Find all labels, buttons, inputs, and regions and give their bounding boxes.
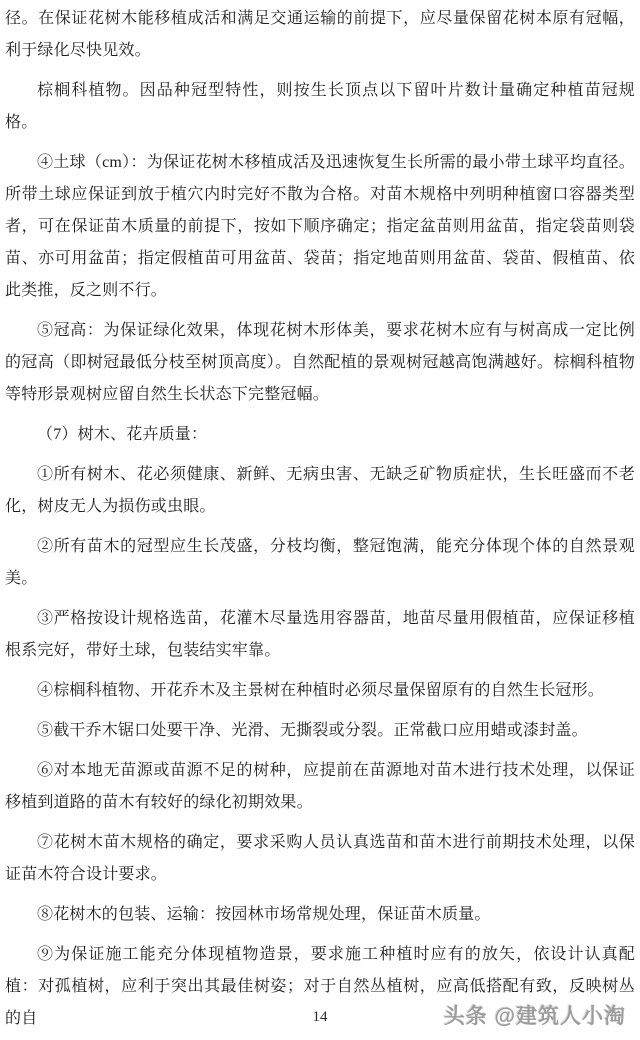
paragraph: ⑨为保证施工能充分体现植物造景，要求施工种植时应有的放矢，依设计认真配植：对孤植树，应利于突出其最佳树姿；对于自然丛植树，应高低搭配有致，反映树丛的自 [5,946,635,1027]
paragraph: ⑤截干乔木锯口处要干净、光滑、无撕裂或分裂。正常截口应用蜡或漆封盖。 [37,722,588,739]
paragraph-section-heading: （7）树木、花卉质量： [37,426,208,443]
paragraph: ⑧花树木的包装、运输：按园林市场常规处理，保证苗木质量。 [37,906,491,923]
paragraph: ⑦花树木苗木规格的确定，要求采购人员认真选苗和苗木进行前期技术处理，以保证苗木符合设计要求。 [5,834,635,883]
paragraph: ④棕榈科植物、开花乔木及主景树在种植时必须尽量保留原有的自然生长冠形。 [37,682,605,699]
page-number: 14 [312,1009,328,1025]
paragraph: 棕榈科植物。因品种冠型特性，则按生长顶点以下留叶片数计量确定种植苗冠规格。 [5,82,635,131]
paragraph: ③严格按设计规格选苗，花灌木尽量选用容器苗，地苗尽量用假植苗，应保证移植根系完好，带好土球，包装结实牢靠。 [5,610,635,659]
paragraph: ⑥对本地无苗源或苗源不足的树种，应提前在苗源地对苗木进行技术处理，以保证移植到道路的苗木有较好的绿化初期效果。 [5,762,635,811]
paragraph: ②所有苗木的冠型应生长茂盛，分枝均衡，整冠饱满，能充分体现个体的自然景观美。 [5,538,635,587]
watermark: 头条 @建筑人小淘 [443,1005,626,1028]
paragraph: ⑤冠高：为保证绿化效果，体现花树木形体美，要求花树木应有与树高成一定比例的冠高（即树冠最低分枝至树顶高度）。自然配植的景观树冠越高饱满越好。棕榈科植物等特形景观树应留自然生长状态下完整冠幅。 [5,322,635,403]
paragraph: ④土球（cm）：为保证花树木移植成活及迅速恢复生长所需的最小带土球平均直径。所带土球应保证到放于植穴内时完好不散为合格。对苗木规格中列明种植窗口容器类型者，可在保证苗木质量的前提下，按如下顺序确定；指定盆苗则用盆苗，指定袋苗则袋苗、亦可用盆苗；指定假植苗可用盆苗、袋苗；指定地苗则用盆苗、袋苗、假植苗、依此类推，反之则不行。 [5,154,635,299]
paragraph: ①所有树木、花必须健康、新鲜、无病虫害、无缺乏矿物质症状，生长旺盛而不老化，树皮无人为损伤或虫眼。 [5,466,635,515]
paragraph: 径。在保证花树木能移植成活和满足交通运输的前提下，应尽量保留花树本原有冠幅，利于绿化尽快见效。 [5,10,635,59]
